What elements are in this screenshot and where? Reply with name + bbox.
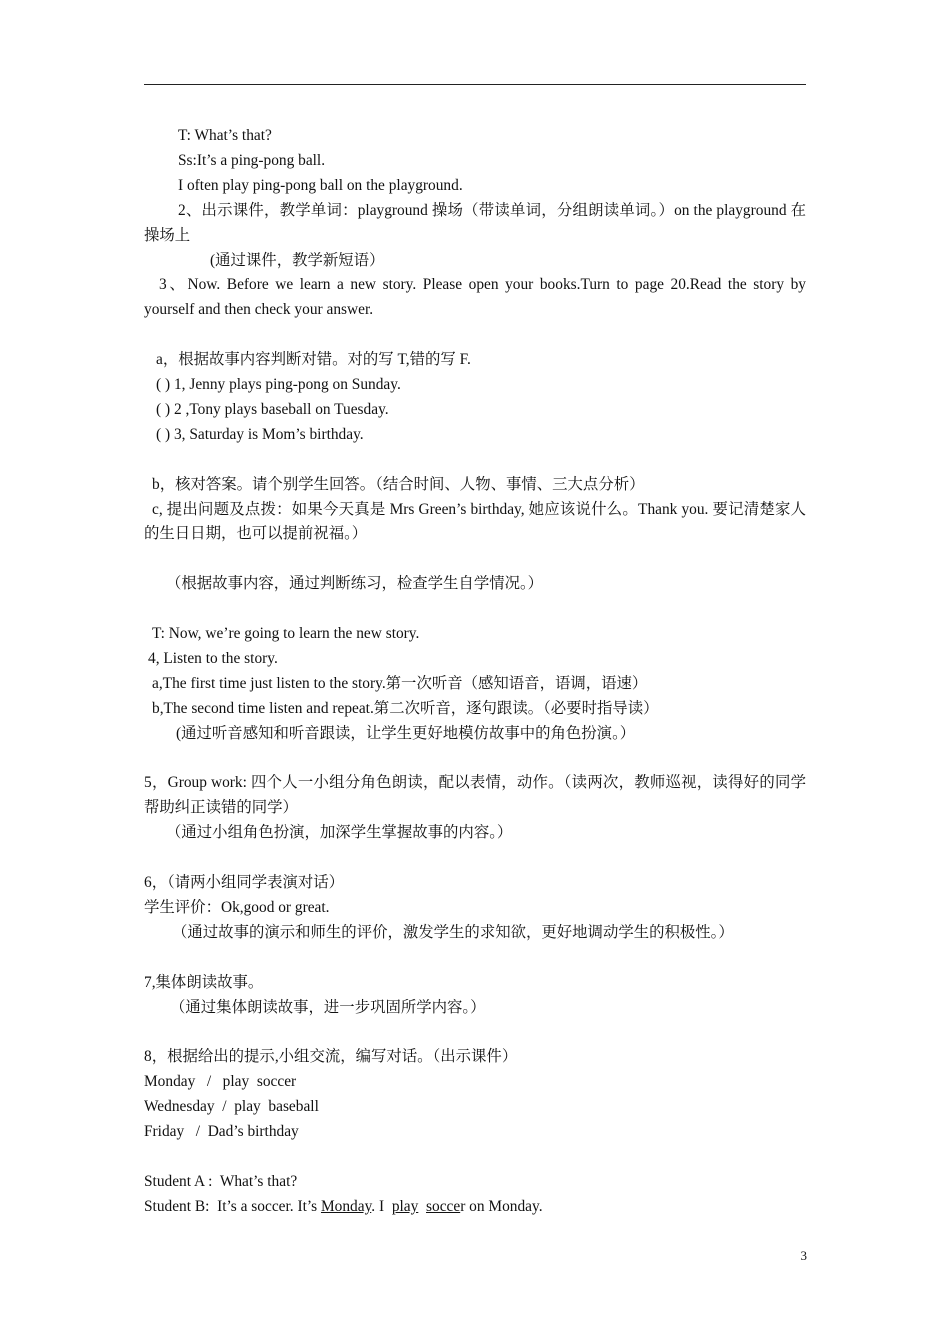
text-line: I often play ping-pong ball on the playground. (178, 176, 463, 194)
dialogue-text: Student B: It’s a soccer. It’s (144, 1197, 321, 1215)
step-5-paragraph: 5，Group work: 四个人一小组分角色朗读，配以表情，动作。（读两次，教师巡视，读得好的同学帮助纠正读错的同学） (144, 774, 806, 817)
evaluation-line: 学生评价：Ok,good or great. (144, 899, 330, 916)
page-number: 3 (800, 1248, 807, 1263)
step-8-line: 8，根据给出的提示,小组交流，编写对话。（出示课件） (144, 1048, 518, 1066)
note-line: (通过课件，教学新短语） (210, 251, 385, 269)
prompt-line: Monday / play soccer (144, 1073, 297, 1091)
prompt-line: Wednesday / play baseball (144, 1098, 319, 1116)
document-body (144, 124, 806, 1220)
step-3-paragraph: 3、Now. Before we learn a new story. Please open your books.Turn to page 20.Read the story by yourself and then check your answer. (144, 276, 806, 319)
note-line: （通过集体朗读故事，进一步巩固所学内容。） (170, 998, 486, 1016)
underlined-day: Monday (320, 1197, 372, 1215)
true-false-item: ( ) 1, Jenny plays ping-pong on Sunday. (156, 376, 401, 394)
prompt-line: Friday / Dad’s birthday (144, 1123, 299, 1141)
listen-first-line: a,The first time just listen to the story.第一次听音（感知语音，语调，语速） (152, 674, 648, 692)
dialogue-text: r on Monday. (460, 1197, 543, 1215)
note-line: （通过故事的演示和师生的评价，激发学生的求知欲，更好地调动学生的积极性。） (172, 923, 734, 941)
spacer-text (418, 1198, 426, 1215)
underlined-verb: play (391, 1197, 419, 1215)
note-line: (通过听音感知和听音跟读，让学生更好地模仿故事中的角色扮演。） (176, 724, 636, 742)
task-a-line: a，根据故事内容判断对错。对的写 T,错的写 F. (156, 351, 471, 369)
true-false-item: ( ) 3, Saturday is Mom’s birthday. (156, 425, 364, 443)
listen-second-line: b,The second time listen and repeat.第二次听音，逐句跟读。（必要时指导读） (152, 699, 659, 717)
step-4-line: 4, Listen to the story. (148, 649, 278, 667)
dialogue-line: Ss:It’s a ping-pong ball. (178, 151, 326, 169)
header-rule (144, 84, 806, 85)
dialogue-line: Student A : What’s that? (144, 1172, 298, 1190)
dialogue-line: T: Now, we’re going to learn the new story. (152, 625, 420, 643)
step-6-line: 6，（请两小组同学表演对话） (144, 874, 345, 892)
underlined-sport: socce (426, 1197, 461, 1215)
task-b-line: b，核对答案。请个别学生回答。（结合时间、人物、事情、三大点分析） (152, 475, 645, 493)
true-false-item: ( ) 2 ,Tony plays baseball on Tuesday. (156, 400, 389, 418)
dialogue-text: . I (371, 1197, 392, 1215)
dialogue-line-b (144, 1195, 806, 1220)
dialogue-line: T: What’s that? (178, 127, 272, 144)
step-7-line: 7,集体朗读故事。 (144, 973, 264, 991)
note-line: （根据故事内容，通过判断练习，检查学生自学情况。） (166, 575, 544, 593)
note-line: （通过小组角色扮演，加深学生掌握故事的内容。） (166, 824, 513, 842)
step-2-paragraph: 2、出示课件，教学单词：playground 操场（带读单词，分组朗读单词。）on the playground 在操场上 (144, 201, 806, 244)
task-c-paragraph: c, 提出问题及点拨：如果今天真是 Mrs Green’s birthday, 她应该说什么。Thank you. 要记清楚家人的生日日期，也可以提前祝福。） (144, 500, 806, 543)
